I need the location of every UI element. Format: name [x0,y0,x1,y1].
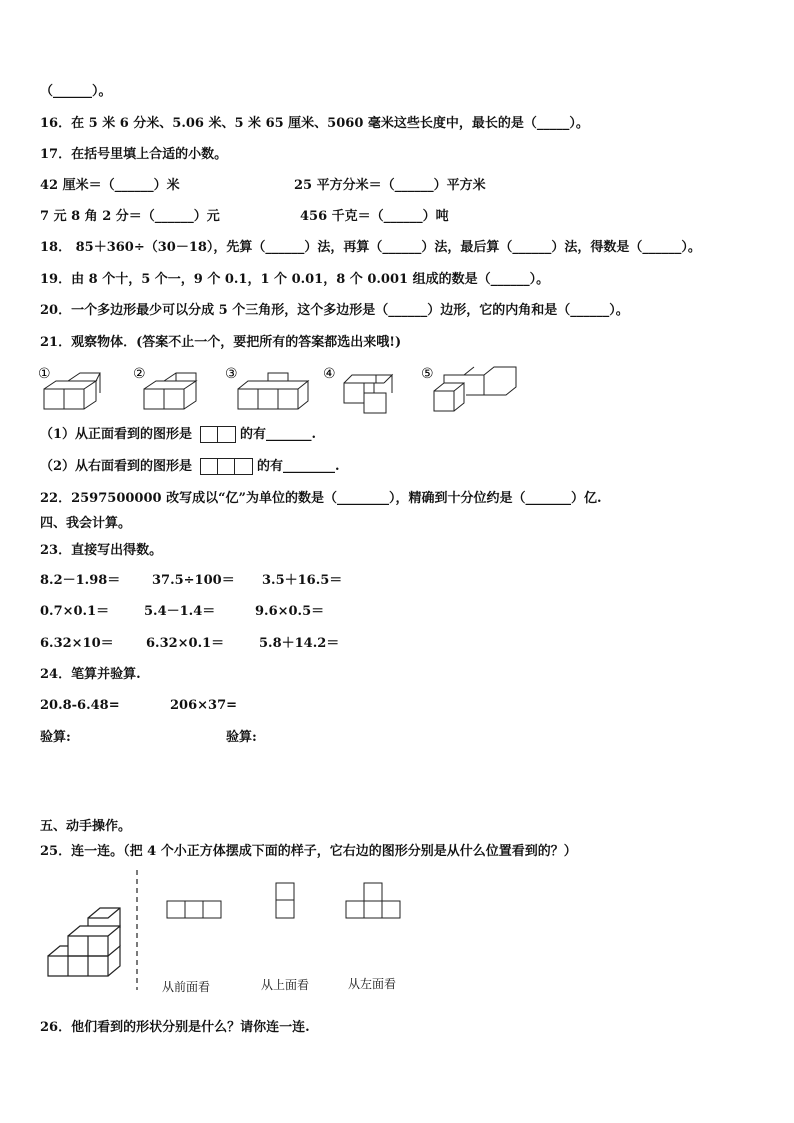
figure-label-4: ④ [323,366,336,382]
question-18: 18． 85＋360÷（30－18），先算（______）法，再算（______）法，最后算（______）法，得数是（______）。 [40,240,701,255]
figure-label-1: ① [38,366,51,382]
continued-blank: （______）。 [40,84,112,99]
q21-cube-figures [38,363,518,413]
written-calc-1: 20.8-6.48= [40,698,120,713]
caption-left: 从左面看 [348,977,397,991]
question-25: 25．连一连。（把 4 个小正方体摆成下面的样子，它右边的图形分别是从什么位置看到的？） [40,844,577,859]
question-26: 26．他们看到的形状分别是什么？请你连一连. [40,1020,310,1035]
figure-label-5: ⑤ [421,366,434,382]
question-17-c: 7 元 8 角 2 分＝（______）元 [40,209,220,224]
question-21: 21．观察物体．(答案不止一个，要把所有的答案都选出来哦!) [40,335,402,350]
question-22: 22．2597500000 改写成以“亿”为单位的数是（________），精确到十分位约是（_______）亿. [40,491,602,506]
cube-figure-4 [344,375,392,413]
cube-figure-3 [238,373,308,409]
question-19: 19．由 8 个十，5 个一，9 个 0.1，1 个 0.01，8 个 0.001 组成的数是（______）。 [40,272,550,287]
cube-figure-1 [44,373,100,409]
figure-label-3: ③ [225,366,238,382]
caption-front: 从前面看 [162,980,211,994]
question-23: 23．直接写出得数。 [40,543,163,558]
calc-8: 6.32×0.1＝ [146,636,225,651]
cube-figure-2 [144,373,196,409]
two-square-front-view [200,424,236,443]
q21-part1-prefix: （1）从正面看到的图形是 [40,427,193,442]
view-t-shape [346,901,400,918]
calc-5: 5.4－1.4＝ [144,604,216,619]
question-24: 24．笔算并验算. [40,667,141,682]
section-4-heading: 四、我会计算。 [40,516,132,531]
q21-part2-suffix: 的有________. [257,459,340,474]
verify-label-1: 验算: [40,730,71,745]
three-square-right-view [200,456,253,475]
q21-part1-suffix: 的有_______. [240,427,317,442]
question-16: 16．在 5 米 6 分米、5.06 米、5 米 65 厘米、5060 毫米这些长度中，最长的是（_____）。 [40,116,589,131]
q21-figures [38,363,518,413]
section-5-heading: 五、动手操作。 [40,819,132,834]
cube-figure-5 [434,367,516,411]
calc-3: 3.5＋16.5＝ [262,573,343,588]
written-calc-2: 206×37= [170,698,238,713]
question-17-b: 25 平方分米＝（______）平方米 [294,178,486,193]
question-17-d: 456 千克＝（______）吨 [300,209,449,224]
calc-1: 8.2－1.98＝ [40,573,121,588]
figure-label-2: ② [133,366,146,382]
question-17: 17．在括号里填上合适的小数。 [40,147,228,162]
view-three-horizontal [167,901,221,918]
question-17-a: 42 厘米＝（______）米 [40,178,180,193]
calc-2: 37.5÷100＝ [152,573,235,588]
verify-label-2: 验算: [226,730,257,745]
q21-part2-prefix: （2）从右面看到的图形是 [40,459,193,474]
calc-9: 5.8＋14.2＝ [259,636,340,651]
calc-6: 9.6×0.5＝ [255,604,325,619]
calc-7: 6.32×10＝ [40,636,114,651]
caption-top: 从上面看 [261,978,310,992]
question-20: 20．一个多边形最少可以分成 5 个三角形，这个多边形是（______）边形，它的内角和是（______）。 [40,303,629,318]
calc-4: 0.7×0.1＝ [40,604,110,619]
